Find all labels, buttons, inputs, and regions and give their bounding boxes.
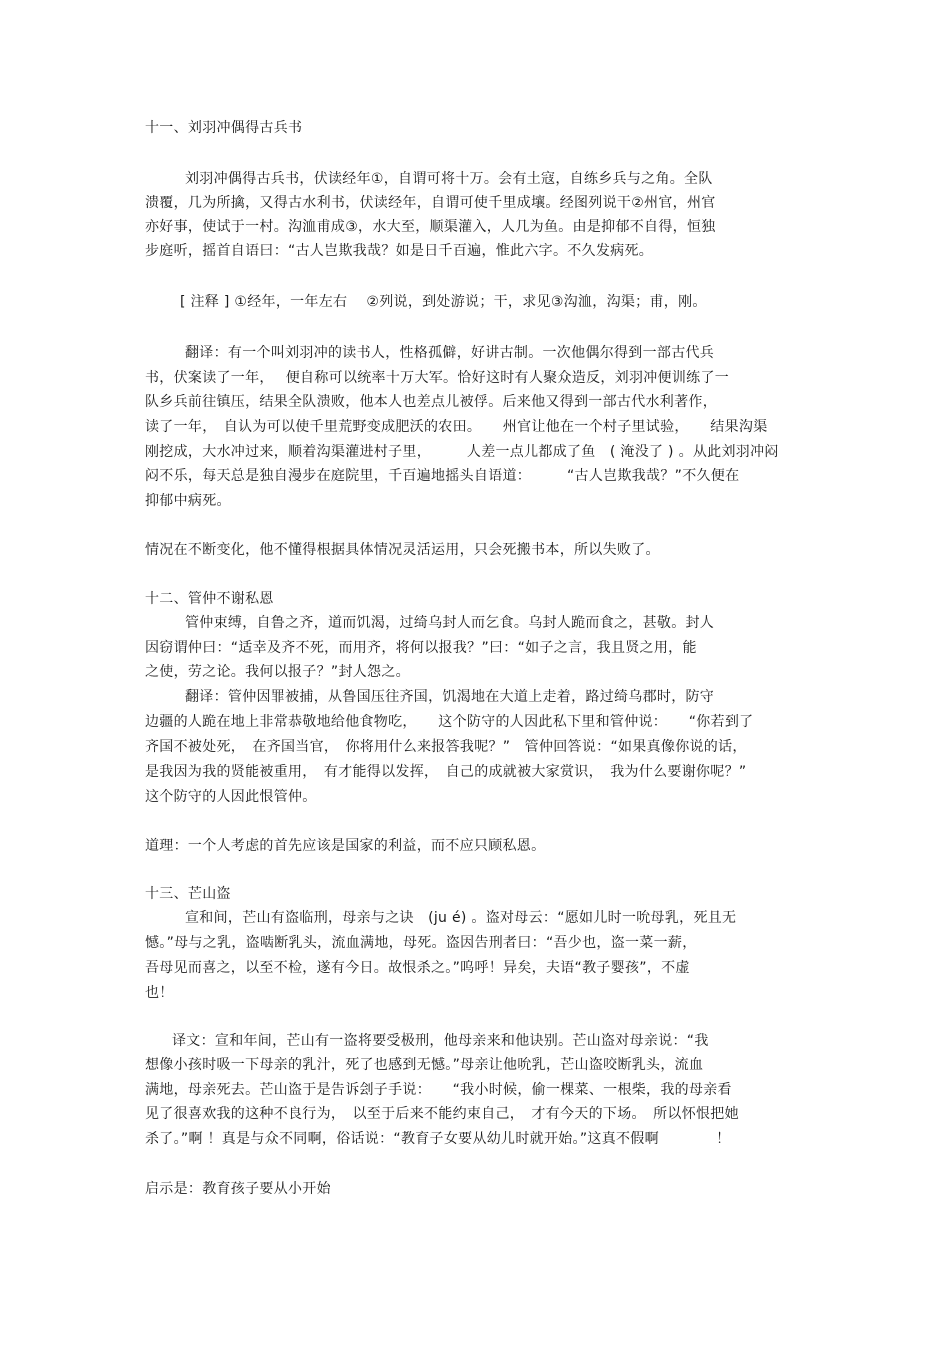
original-text-line: 刘羽冲偶得古兵书，伏读经年①，自谓可将十万。会有土寇，自练乡兵与之角。全队 — [185, 171, 713, 187]
original-text-line: 亦好事，使试于一村。沟洫甫成③，水大至，顺渠灌入，人几为鱼。由是抑郁不自得，恒独 — [145, 219, 716, 235]
original-text-line: 因窃谓仲曰：“适幸及齐不死，而用齐，将何以报我？”曰：“如子之言，我且贤之用，能 — [145, 640, 697, 656]
translation-line: 想像小孩时吸一下母亲的乳汁，死了也感到无憾。”母亲让他吮乳，芒山盗咬断乳头，流血 — [145, 1057, 704, 1073]
translation-line: 译文：宣和年间，芒山有一盗将要受极刑，他母亲来和他诀别。芒山盗对母亲说：“我 — [172, 1033, 709, 1049]
moral-text: 情况在不断变化，他不懂得根据具体情况灵活运用，只会死搬书本，所以失败了。 — [145, 542, 660, 558]
translation-line: 杀了。”啊 ！真是与众不同啊，俗话说：“教育子女要从幼儿时就开始。”这真不假啊 ！ — [145, 1131, 731, 1147]
translation-line: 刚挖成，大水冲过来，顺着沟渠灌进村子里， 人差一点儿都成了鱼 ( 淹没了 ) 。从此刘羽冲闷 — [145, 444, 779, 460]
translation-line: 边疆的人跪在地上非常恭敬地给他食物吃， 这个防守的人因此私下里和管仲说： “你若到了 — [145, 714, 754, 730]
moral-text: 启示是：教育孩子要从小开始 — [145, 1181, 331, 1197]
translation-line: 满地，母亲死去。芒山盗于是告诉刽子手说： “我小时候，偷一棵菜、一根柴，我的母亲看 — [145, 1082, 732, 1098]
section-title: 十一、刘羽冲偶得古兵书 — [145, 120, 303, 136]
translation-line: 翻译：管仲因罪被捕，从鲁国压往齐国，饥渴地在大道上走着，路过绮乌郡时，防守 — [185, 689, 715, 705]
annotation-note: [ 注释 ] ①经年，一年左右 ②列说，到处游说；干，求见③沟洫，沟渠；甫，刚。 — [180, 294, 707, 310]
original-text-line: 吾母见而喜之，以至不检，遂有今日。故恨杀之。”呜呼！异矣，夫语“教子婴孩”，不虚 — [145, 960, 690, 976]
translation-line: 是我因为我的贤能被重用， 有才能得以发挥， 自己的成就被大家赏识， 我为什么要谢你呢？” — [145, 764, 747, 780]
translation-line: 读了一年， 自认为可以使千里荒野变成肥沃的农田。 州官让他在一个村子里试验， 结果沟渠 — [145, 419, 768, 435]
translation-line: 闷不乐，每天总是独自漫步在庭院里，千百遍地摇头自语道： “古人岂欺我哉？”不久便在 — [145, 468, 740, 484]
original-text-line: 憾。”母与之乳，盗啮断乳头，流血满地，母死。盗因告刑者曰：“吾少也，盗一菜一薪， — [145, 935, 697, 951]
section-title: 十二、管仲不谢私恩 — [145, 591, 274, 607]
translation-line: 书，伏案读了一年， 便自称可以统率十万大军。恰好这时有人聚众造反，刘羽冲便训练了一 — [145, 370, 730, 386]
translation-line: 齐国不被处死， 在齐国当官， 你将用什么来报答我呢？” 管仲回答说：“如果真像你说的话， — [145, 739, 747, 755]
translation-line: 抑郁中病死。 — [145, 493, 231, 509]
section-title: 十三、芒山盗 — [145, 886, 231, 902]
translation-line: 见了很喜欢我的这种不良行为， 以至于后来不能约束自己， 才有今天的下场。 所以怀恨把她 — [145, 1106, 739, 1122]
original-text-line: 溃覆，几为所擒，又得古水利书，伏读经年，自谓可使千里成壤。经图列说干②州官，州官 — [145, 195, 716, 211]
original-text-line: 之使，劳之论。我何以报子？”封人怨之。 — [145, 664, 410, 680]
translation-line: 队乡兵前往镇压，结果全队溃败，他本人也差点儿被俘。后来他又得到一部古代水利著作， — [145, 394, 717, 410]
translation-line: 翻译：有一个叫刘羽冲的读书人，性格孤僻，好讲古制。一次他偶尔得到一部古代兵 — [185, 345, 715, 361]
original-text-line: 也！ — [145, 985, 174, 1001]
original-text-line: 宣和间，芒山有盗临刑，母亲与之诀 (ju é) 。盗对母云：“愿如儿时一吮母乳，死且无 — [185, 910, 737, 926]
translation-line: 这个防守的人因此恨管仲。 — [145, 789, 317, 805]
moral-text: 道理：一个人考虑的首先应该是国家的利益，而不应只顾私恩。 — [145, 838, 546, 854]
original-text-line: 步庭听，摇首自语曰：“古人岂欺我哉？如是日千百遍，惟此六字。不久发病死。 — [145, 243, 654, 259]
original-text-line: 管仲束缚，自鲁之齐，道而饥渴，过绮乌封人而乞食。乌封人跪而食之，甚敬。封人 — [185, 615, 715, 631]
